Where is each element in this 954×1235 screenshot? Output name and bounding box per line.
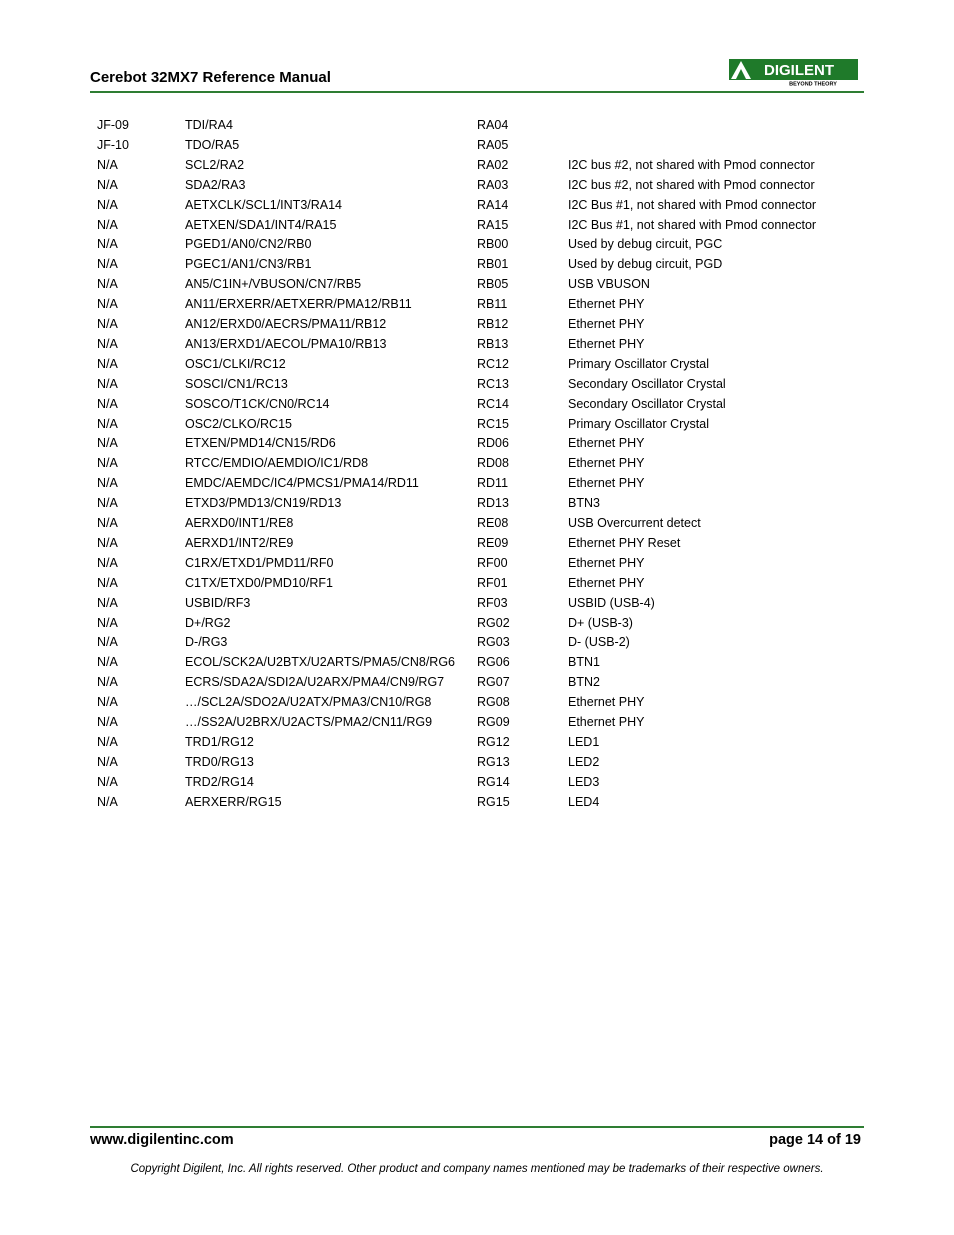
connector-pin-cell: N/A <box>97 416 118 431</box>
notes-cell: Secondary Oscillator Crystal <box>568 396 726 411</box>
notes-cell: USB VBUSON <box>568 277 650 292</box>
signal-name-cell: C1RX/ETXD1/PMD11/RF0 <box>185 555 334 570</box>
port-pin-cell: RG12 <box>477 734 510 749</box>
connector-pin-cell: N/A <box>97 277 118 292</box>
port-pin-cell: RC13 <box>477 376 509 391</box>
notes-cell: LED3 <box>568 774 600 789</box>
notes-cell: Ethernet PHY <box>568 695 645 710</box>
table-row <box>0 773 954 793</box>
port-pin-cell: RG08 <box>477 695 510 710</box>
signal-name-cell: ECRS/SDA2A/SDI2A/U2ARX/PMA4/CN9/RG7 <box>185 675 445 690</box>
table-row <box>0 713 954 733</box>
signal-name-cell: AERXERR/RG15 <box>185 794 282 809</box>
connector-pin-cell: N/A <box>97 695 118 710</box>
notes-cell: I2C Bus #1, not shared with Pmod connector <box>568 217 817 232</box>
notes-cell: BTN2 <box>568 675 600 690</box>
notes-cell: USBID (USB-4) <box>568 595 655 610</box>
connector-pin-cell: N/A <box>97 257 118 272</box>
port-pin-cell: RE08 <box>477 516 509 530</box>
notes-cell: Ethernet PHY <box>568 297 645 312</box>
table-row <box>0 434 954 454</box>
port-pin-cell: RD06 <box>477 436 509 451</box>
port-pin-cell: RG15 <box>477 794 510 809</box>
port-pin-cell: RA15 <box>477 217 509 232</box>
port-pin-cell: RG09 <box>477 715 510 729</box>
port-pin-cell: RC15 <box>477 416 509 431</box>
signal-name-cell: D+/RG2 <box>185 615 231 630</box>
connector-pin-cell: N/A <box>97 436 118 451</box>
copyright-notice: Copyright Digilent, Inc. All rights reserved. Other product and company names mentioned may be trademarks of their respective owners. <box>130 1163 824 1175</box>
signal-name-cell: AN12/ERXD0/AECRS/PMA11/RB12 <box>185 317 387 331</box>
table-row <box>0 594 954 614</box>
notes-cell: Primary Oscillator Crystal <box>568 356 709 371</box>
notes-cell: BTN3 <box>568 496 600 511</box>
connector-pin-cell: N/A <box>97 177 118 192</box>
signal-name-cell: C1TX/ETXD0/PMD10/RF1 <box>185 575 333 590</box>
connector-pin-cell: N/A <box>97 456 118 471</box>
signal-name-cell: AN11/ERXERR/AETXERR/PMA12/RB11 <box>185 297 412 312</box>
port-pin-cell: RG06 <box>477 655 510 670</box>
notes-cell: LED4 <box>568 794 600 809</box>
table-row <box>0 614 954 634</box>
port-pin-cell: RA14 <box>477 197 509 212</box>
header-rule <box>90 91 864 93</box>
signal-name-cell: AERXD1/INT2/RE9 <box>185 535 294 550</box>
table-row <box>0 733 954 753</box>
signal-name-cell: ETXD3/PMD13/CN19/RD13 <box>185 496 342 511</box>
notes-cell: Ethernet PHY Reset <box>568 535 681 550</box>
table-row <box>0 395 954 415</box>
connector-pin-cell: N/A <box>97 635 118 650</box>
table-row <box>0 176 954 196</box>
port-pin-cell: RA02 <box>477 157 509 172</box>
table-row <box>0 574 954 594</box>
signal-name-cell: USBID/RF3 <box>185 595 251 610</box>
signal-name-cell: PGEC1/AN1/CN3/RB1 <box>185 257 312 272</box>
digilent-logo <box>727 57 860 87</box>
notes-cell: D+ (USB-3) <box>568 615 633 630</box>
logo-wordmark: DIGILENT <box>764 62 834 79</box>
signal-name-cell: TDI/RA4 <box>185 118 233 132</box>
signal-name-cell: AERXD0/INT1/RE8 <box>185 516 294 530</box>
table-row <box>0 335 954 355</box>
connector-pin-cell: N/A <box>97 615 118 630</box>
table-row <box>0 136 954 156</box>
signal-name-cell: SOSCI/CN1/RC13 <box>185 376 288 391</box>
signal-name-cell: RTCC/EMDIO/AEMDIO/IC1/RD8 <box>185 456 369 471</box>
table-row <box>0 275 954 295</box>
connector-pin-cell: N/A <box>97 516 118 530</box>
table-row <box>0 534 954 554</box>
notes-cell: LED1 <box>568 734 600 749</box>
signal-name-cell: ETXEN/PMD14/CN15/RD6 <box>185 436 336 451</box>
table-row <box>0 295 954 315</box>
connector-pin-cell: N/A <box>97 555 118 570</box>
table-row <box>0 673 954 693</box>
connector-pin-cell: N/A <box>97 217 118 232</box>
notes-cell: Ethernet PHY <box>568 436 645 451</box>
signal-name-cell: TDO/RA5 <box>185 137 240 152</box>
notes-cell: Ethernet PHY <box>568 336 645 351</box>
footer-rule <box>90 1126 864 1128</box>
signal-name-cell: …/SS2A/U2BRX/U2ACTS/PMA2/CN11/RG9 <box>185 715 433 729</box>
notes-cell: I2C bus #2, not shared with Pmod connector <box>568 177 815 192</box>
connector-pin-cell: JF-10 <box>97 137 129 152</box>
port-pin-cell: RD08 <box>477 456 509 471</box>
port-pin-cell: RB00 <box>477 237 509 252</box>
signal-name-cell: AETXEN/SDA1/INT4/RA15 <box>185 217 337 232</box>
notes-cell: Ethernet PHY <box>568 555 645 570</box>
signal-name-cell: SDA2/RA3 <box>185 177 246 192</box>
port-pin-cell: RG14 <box>477 774 510 789</box>
notes-cell: Ethernet PHY <box>568 456 645 471</box>
table-row <box>0 653 954 673</box>
table-row <box>0 474 954 494</box>
table-row <box>0 494 954 514</box>
connector-pin-cell: N/A <box>97 376 118 391</box>
connector-pin-cell: N/A <box>97 197 118 212</box>
signal-name-cell: SOSCO/T1CK/CN0/RC14 <box>185 396 330 411</box>
port-pin-cell: RB11 <box>477 297 508 312</box>
connector-pin-cell: N/A <box>97 575 118 590</box>
port-pin-cell: RB12 <box>477 317 509 331</box>
page-number: page 14 of 19 <box>769 1132 861 1148</box>
connector-pin-cell: N/A <box>97 794 118 809</box>
table-row <box>0 255 954 275</box>
port-pin-cell: RE09 <box>477 535 509 550</box>
signal-name-cell: PGED1/AN0/CN2/RB0 <box>185 237 312 252</box>
table-row <box>0 454 954 474</box>
notes-cell: Ethernet PHY <box>568 715 645 729</box>
port-pin-cell: RC14 <box>477 396 509 411</box>
signal-name-cell: OSC2/CLKO/RC15 <box>185 416 292 431</box>
notes-cell: Used by debug circuit, PGC <box>568 237 723 252</box>
connector-pin-cell: N/A <box>97 157 118 172</box>
port-pin-cell: RA03 <box>477 177 509 192</box>
table-row <box>0 554 954 574</box>
port-pin-cell: RG13 <box>477 754 510 769</box>
port-pin-cell: RG07 <box>477 675 510 690</box>
notes-cell: Ethernet PHY <box>568 575 645 590</box>
port-pin-cell: RG03 <box>477 635 510 650</box>
signal-name-cell: …/SCL2A/SDO2A/U2ATX/PMA3/CN10/RG8 <box>185 695 432 710</box>
table-row <box>0 156 954 176</box>
connector-pin-cell: N/A <box>97 715 118 729</box>
notes-cell: LED2 <box>568 754 600 769</box>
connector-pin-cell: N/A <box>97 655 118 670</box>
port-pin-cell: RG02 <box>477 615 510 630</box>
signal-name-cell: SCL2/RA2 <box>185 157 245 172</box>
notes-cell: Secondary Oscillator Crystal <box>568 376 726 391</box>
table-row <box>0 235 954 255</box>
table-row <box>0 216 954 236</box>
signal-name-cell: AN13/ERXD1/AECOL/PMA10/RB13 <box>185 336 387 351</box>
table-row <box>0 693 954 713</box>
connector-pin-cell: N/A <box>97 476 118 491</box>
notes-cell: D- (USB-2) <box>568 635 630 650</box>
table-row <box>0 753 954 773</box>
document-title: Cerebot 32MX7 Reference Manual <box>90 69 331 86</box>
signal-name-cell: TRD2/RG14 <box>185 774 254 789</box>
signal-name-cell: TRD0/RG13 <box>185 754 254 769</box>
table-row <box>0 355 954 375</box>
connector-pin-cell: N/A <box>97 734 118 749</box>
port-pin-cell: RC12 <box>477 356 509 371</box>
port-pin-cell: RA04 <box>477 118 509 132</box>
connector-pin-cell: N/A <box>97 675 118 690</box>
connector-pin-cell: N/A <box>97 317 118 331</box>
signal-name-cell: D-/RG3 <box>185 635 228 650</box>
connector-pin-cell: N/A <box>97 237 118 252</box>
notes-cell: USB Overcurrent detect <box>568 516 701 530</box>
connector-pin-cell: N/A <box>97 754 118 769</box>
signal-name-cell: TRD1/RG12 <box>185 734 254 749</box>
table-row <box>0 514 954 534</box>
notes-cell: Primary Oscillator Crystal <box>568 416 709 431</box>
notes-cell: Used by debug circuit, PGD <box>568 257 723 272</box>
port-pin-cell: RF03 <box>477 595 508 610</box>
port-pin-cell: RB05 <box>477 277 509 292</box>
signal-name-cell: EMDC/AEMDC/IC4/PMCS1/PMA14/RD11 <box>185 476 419 491</box>
table-row <box>0 375 954 395</box>
signal-name-cell: ECOL/SCK2A/U2BTX/U2ARTS/PMA5/CN8/RG6 <box>185 655 455 670</box>
signal-name-cell: AETXCLK/SCL1/INT3/RA14 <box>185 197 343 212</box>
table-row <box>0 196 954 216</box>
notes-cell: I2C Bus #1, not shared with Pmod connector <box>568 197 817 212</box>
connector-pin-cell: N/A <box>97 297 118 312</box>
connector-pin-cell: N/A <box>97 535 118 550</box>
notes-cell: I2C bus #2, not shared with Pmod connector <box>568 157 815 172</box>
table-row <box>0 116 954 136</box>
port-pin-cell: RD13 <box>477 496 509 511</box>
connector-pin-cell: N/A <box>97 774 118 789</box>
connector-pin-cell: JF-09 <box>97 118 129 132</box>
notes-cell: BTN1 <box>568 655 600 670</box>
footer-url: www.digilentinc.com <box>90 1132 234 1148</box>
notes-cell: Ethernet PHY <box>568 476 645 491</box>
table-row <box>0 793 954 813</box>
port-pin-cell: RF00 <box>477 555 508 570</box>
connector-pin-cell: N/A <box>97 396 118 411</box>
logo-tagline: BEYOND THEORY <box>789 81 837 87</box>
port-pin-cell: RF01 <box>477 575 508 590</box>
signal-name-cell: OSC1/CLKI/RC12 <box>185 356 286 371</box>
connector-pin-cell: N/A <box>97 336 118 351</box>
notes-cell: Ethernet PHY <box>568 317 645 331</box>
connector-pin-cell: N/A <box>97 496 118 511</box>
connector-pin-cell: N/A <box>97 595 118 610</box>
port-pin-cell: RA05 <box>477 137 509 152</box>
port-pin-cell: RD11 <box>477 476 509 491</box>
table-row <box>0 415 954 435</box>
signal-name-cell: AN5/C1IN+/VBUSON/CN7/RB5 <box>185 277 362 292</box>
table-row <box>0 633 954 653</box>
table-row <box>0 315 954 335</box>
connector-pin-cell: N/A <box>97 356 118 371</box>
port-pin-cell: RB01 <box>477 257 509 272</box>
port-pin-cell: RB13 <box>477 336 509 351</box>
